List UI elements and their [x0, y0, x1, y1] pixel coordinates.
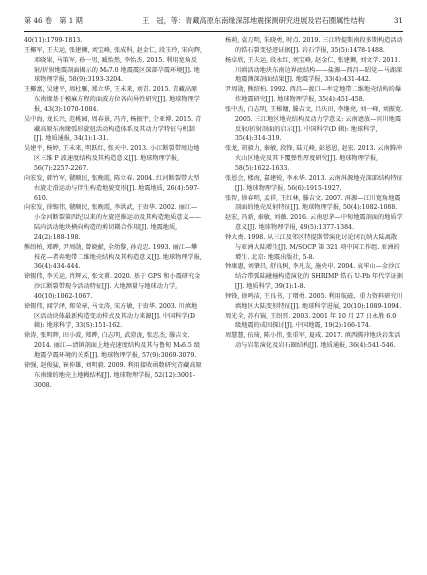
reference-entry: 赵宏, 冯新, 秦敏, 刘薇. 2016. 云南思茅—中甸地震剖面的地质学意义[J]. 地球物理学报, 49(5):1377-1384. [225, 214, 403, 232]
reference-entry: 张中杰, 白志明, 王椿镛, 滕吉文, 吕庆田, 李继亮, 刘一峰, 刘振宽. 2005. 三江地区地壳结构及动力学意义: 云南遮放—宾川地震反射/折射剖面的启示[J]. 中国科学(D 辑): 地球科学, 35(4):314-319. [225, 105, 404, 143]
reference-entry: 王椰富, 吴建平, 周杜雁, 郑立华, 王未来, 刘青. 2015. 青藏高原东南缘基于模麻方程的面波方位各向异性研究[J]. 地球物理学报, 43(3):1070-1084. [24, 86, 200, 113]
journal-volume-issue: 第 46 卷 第 1 期 [24, 16, 83, 25]
reference-entry: 徐强, 赵俊猛, 崔仲雄, 刘明毅. 2009. 利用接收函数研究青藏高原东南缘的地壳上地幔结构[J]. 地球物理学报, 52(12):3001-3008. [24, 361, 202, 389]
references-left-column [24, 36, 202, 390]
reference-entry: 吴建平, 杨婷, 王未来, 明跃红, 张天中. 2013. 小江断裂带周边地区三维 P 波速度结构及其构造意义[J]. 地球物理学报, 56(7):2257-2267. [24, 145, 200, 172]
reference-entry: 尹周勋, 熊绍柏. 1992. 西昌—渡口—牟定地带二维地壳结构的爆炸地震研究[J]. 地球物理学报, 35(4):451-458. [225, 86, 402, 104]
reference-entry: 40(11):1799-1813. [24, 37, 83, 44]
running-header [24, 14, 403, 28]
reference-entry: 向宏发, 徐锡伟, 虢顺民, 张晚霞, 李洪武, 于贵华. 2002. 丽江—小金河断裂第四纪以来的左旋逆推运动及其构造地质意义——陆内活动地块横向构造的剪切耦合作用[J]. 地震地质, 24(2):188-198. [24, 204, 202, 241]
reference-entry: 吴中海, 龙长兴, 范桃园, 周春景, 冯卉, 杨振宇, 仝亚博. 2015. 青藏高原东南缘弧形旋扭活动构造体系及其动力学特征与机制[J]. 地质通报, 34(1):1-31. [24, 115, 202, 143]
reference-entry: 徐锡伟, 李关运, 肖辉云, 张文甫. 2020. 基于 GPS 和小震研究金沙江断裂带现今活动特征[J]. 大地测量与地球动力学, 40(10):1062-1067. [24, 273, 201, 300]
references-right-column [225, 36, 403, 351]
reference-entry: 张智, 徐春明, 孟祥, 王红林, 滕吉文. 2007. 洱源—江川宽角地震剖面的地壳反射特征[J]. 地球物理学报, 50(4):1082-1088. [225, 194, 401, 212]
header-rule [24, 31, 403, 32]
reference-entry: 徐锡伟, 闻学泽, 郑荣章, 马文涛, 宋方敏, 于贵华. 2003. 川滇地区活动块体最新构造变动样式及其动力来源[J]. 中国科学(D 辑): 地球科学, 33(S):151-162. [24, 302, 198, 330]
reference-entry: 王椰军, 王夫运, 张建狮, 刘宝峰, 张成科, 赵金仁, 段玉玲, 宋向辉, 邓晓果, 马策军, 孙一男, 臧怡然, 李怡杰. 2015. 利用宽角反射/折射地震剖面揭示的 M₈7.0 地震震区深部孕震环境[J]. 地球物理学报, 58(9):3193-3204. [24, 46, 203, 84]
page-number: 31 [393, 16, 403, 25]
reference-entry: 向宏发, 韩竹军, 虢顺民, 张晚霞, 陈立春. 2004. 红河断裂带大型右旋走滑运动与伴生构造地貌变形[J]. 地震地质, 26(4):597-610. [24, 174, 200, 202]
reference-entry: 熊绍柏, 郑晔, 尹周勋, 曾晓献, 全幼黎, 孙克忠. 1993. 丽江—攀枝花—者奔地带二维地壳结构及其构造意义[J]. 地球物理学报, 36(4):434-444. [24, 243, 202, 271]
reference-entry: 钟锋, 徐鸣洁, 王良书, 丁增勇. 2005. 利用航磁、重力资料研究川滇地区大陆变形特征[J]. 地球科学进展, 20(10):1089-1094. [225, 292, 403, 310]
reference-entry: 杨莉, 袁万明, 朱晓勇, 时点. 2019. 三江特提斯南段多期构造活动的锆石裂变径迹证据[J]. 岩石学报, 35(5):1478-1488. [225, 37, 403, 54]
reference-entry: 周慧慧, 伍琦, 陈小伟, 张重军, 夏咸. 2017. 滇西腾冲地块岩浆活动与岩浆演化及岩石圈结构[J]. 地质通报, 36(4):541-546. [225, 332, 401, 350]
reference-entry: 张恩会, 楼海, 嘉建锐, 李永华. 2013. 云南洱源地壳深部结构特征[J]. 地球物理学报, 56(6):1915-1927. [225, 174, 403, 192]
running-title: 王 冠，等：青藏高原东南缘深部地震探测研究进展及岩石圈属性结构 [142, 16, 365, 25]
reference-entry: 周光全, 苏有锦, 王绍晋. 2003. 2001 年 10 月 27 日永胜 6.0 级地震的成因探讨[J]. 中国地震, 19(2):166-174. [225, 312, 397, 330]
reference-entry: 钟大赉. 1998. 从三江及邻区特提斯带演化讨论冈瓦纳大陆离散与亚洲大陆增生[J]. M/SOCP 第 321 项中国工作组. 亚洲的增生. 北京: 地震出版社, 5-8. [225, 233, 400, 261]
reference-entry: 杨卓欣, 王夫运, 段永红, 刘宝峰, 赵金仁, 张建狮, 刘文学. 2011. 川滇活动地块东南边界底结构——盐源—西昌—昭觉—马湖深地震测深剖面结果[J]. 地震学报, 33(4):431-442. [225, 56, 403, 84]
reference-entry: 钟康惠, 刘肇昌, 舒良树, 李凡友, 施央申. 2004. 哀牢山—金沙江结合带弧陆碰撞构造演化的 SHRIMP 锆石 U-Pb 年代学证据[J]. 地质科学, 39(1):1-8. [225, 263, 403, 291]
reference-entry: 徐涛, 张明辉, 田小波, 郑晔, 白志明, 武澄泷, 张忠杰, 滕吉文. 2014. 丽江—清镇剖面上地壳速度结构及其与鲁甸 M₈6.5 级地震孕震环境的关系[J]. 地球物理学报, 57(9):3069-3079. [24, 332, 201, 359]
reference-entry: 张龙, 胡毅力, 秦敏, 段锋, 陆元峰, 彭恩恩, 赵宏. 2013. 云南腾冲火山区地壳及其下覆弹性厚度研究[J]. 地球物理学报, 58(5):1622-1633. [225, 145, 403, 172]
